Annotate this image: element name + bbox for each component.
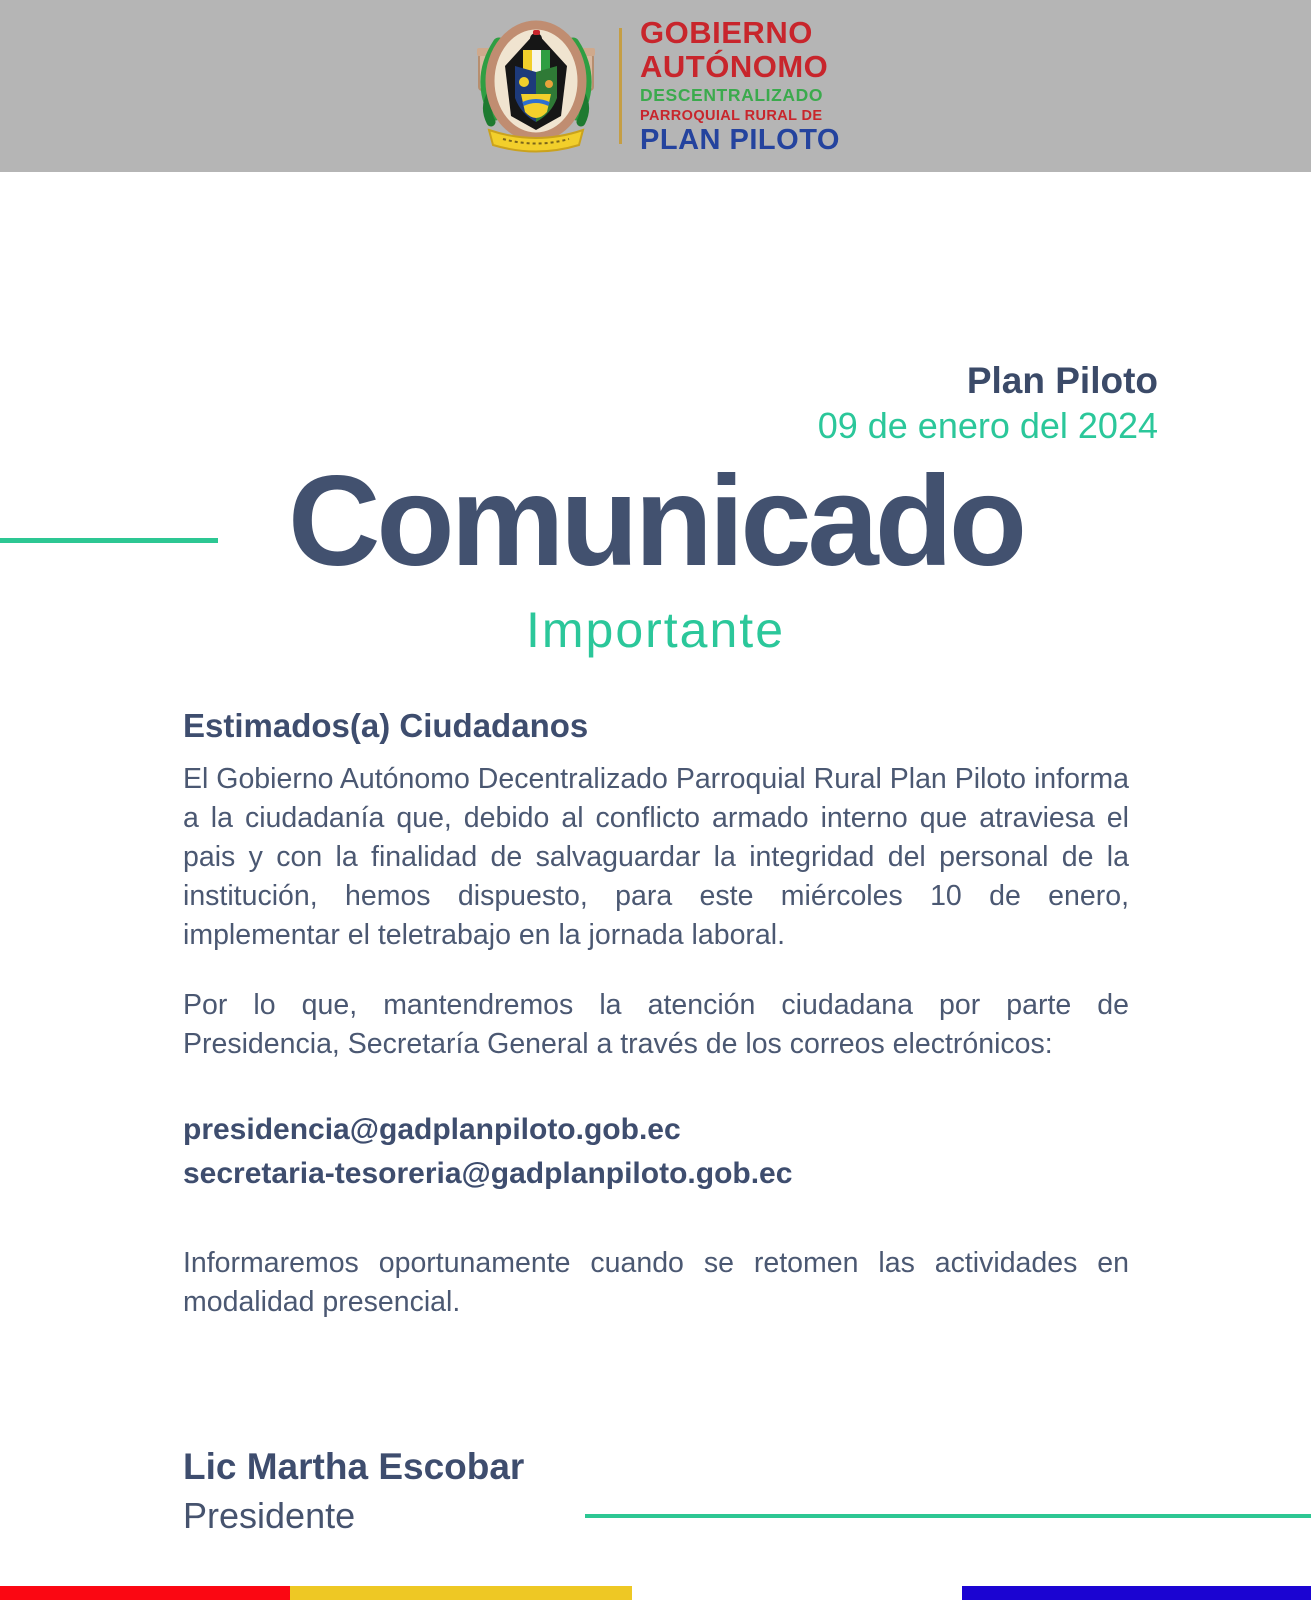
paragraph-informaremos: Informaremos oportunamente cuando se retomen las actividades en modalidad presencial.: [183, 1247, 1129, 1319]
email-presidencia: presidencia@gadplanpiloto.gob.ec: [183, 1113, 681, 1147]
header-band: [0, 0, 1311, 172]
org-line-parroquial: PARROQUIAL RURAL DE: [640, 107, 823, 124]
org-line-descentralizado: DESCENTRALIZADO: [640, 85, 824, 105]
dateline: [818, 362, 1158, 444]
coat-of-arms-icon: [471, 14, 601, 159]
paragraph-teletrabajo: El Gobierno Autónomo Decentralizado Parroquial Rural Plan Piloto informa a la ciudadanía que, debido al conflicto armado interno que atraviesa el pais y con la finalidad de salvaguardar la integridad del personal de la institución, hemos dispuesto, para este miércoles 10 de enero, implementar el teletrabajo en la jornada laboral.: [183, 763, 1129, 952]
signature-name: Lic Martha Escobar: [183, 1446, 525, 1487]
footer-bar-red: [0, 1586, 290, 1600]
greeting-heading: Estimados(a) Ciudadanos: [183, 707, 589, 744]
email-secretaria: secretaria-tesoreria@gadplanpiloto.gob.ec: [183, 1157, 793, 1191]
org-line-plan-piloto: PLAN PILOTO: [640, 124, 840, 156]
org-line-autonomo: AUTÓNOMO: [640, 49, 829, 84]
dateline-place: Plan Piloto: [966, 360, 1158, 401]
dateline-date: 09 de enero del 2024: [817, 405, 1158, 446]
org-name-block: [640, 17, 840, 155]
footer-bar-blue: [962, 1586, 1311, 1600]
footer-bar-yellow: [290, 1586, 632, 1600]
signature-rule: [585, 1514, 1311, 1518]
page-subtitle: Importante: [525, 602, 785, 658]
org-line-gobierno: GOBIERNO: [640, 15, 813, 50]
contact-emails: [183, 1108, 1129, 1196]
document-body: [183, 708, 1129, 1322]
logo-divider: [619, 28, 622, 144]
signature-block: [183, 1448, 524, 1534]
paragraph-atencion: Por lo que, mantendremos la atención ciudadana por parte de Presidencia, Secretaría General a través de los correos electrónicos:: [183, 989, 1129, 1061]
signature-role: Presidente: [183, 1495, 356, 1536]
page-title: Comunicado: [287, 450, 1024, 593]
